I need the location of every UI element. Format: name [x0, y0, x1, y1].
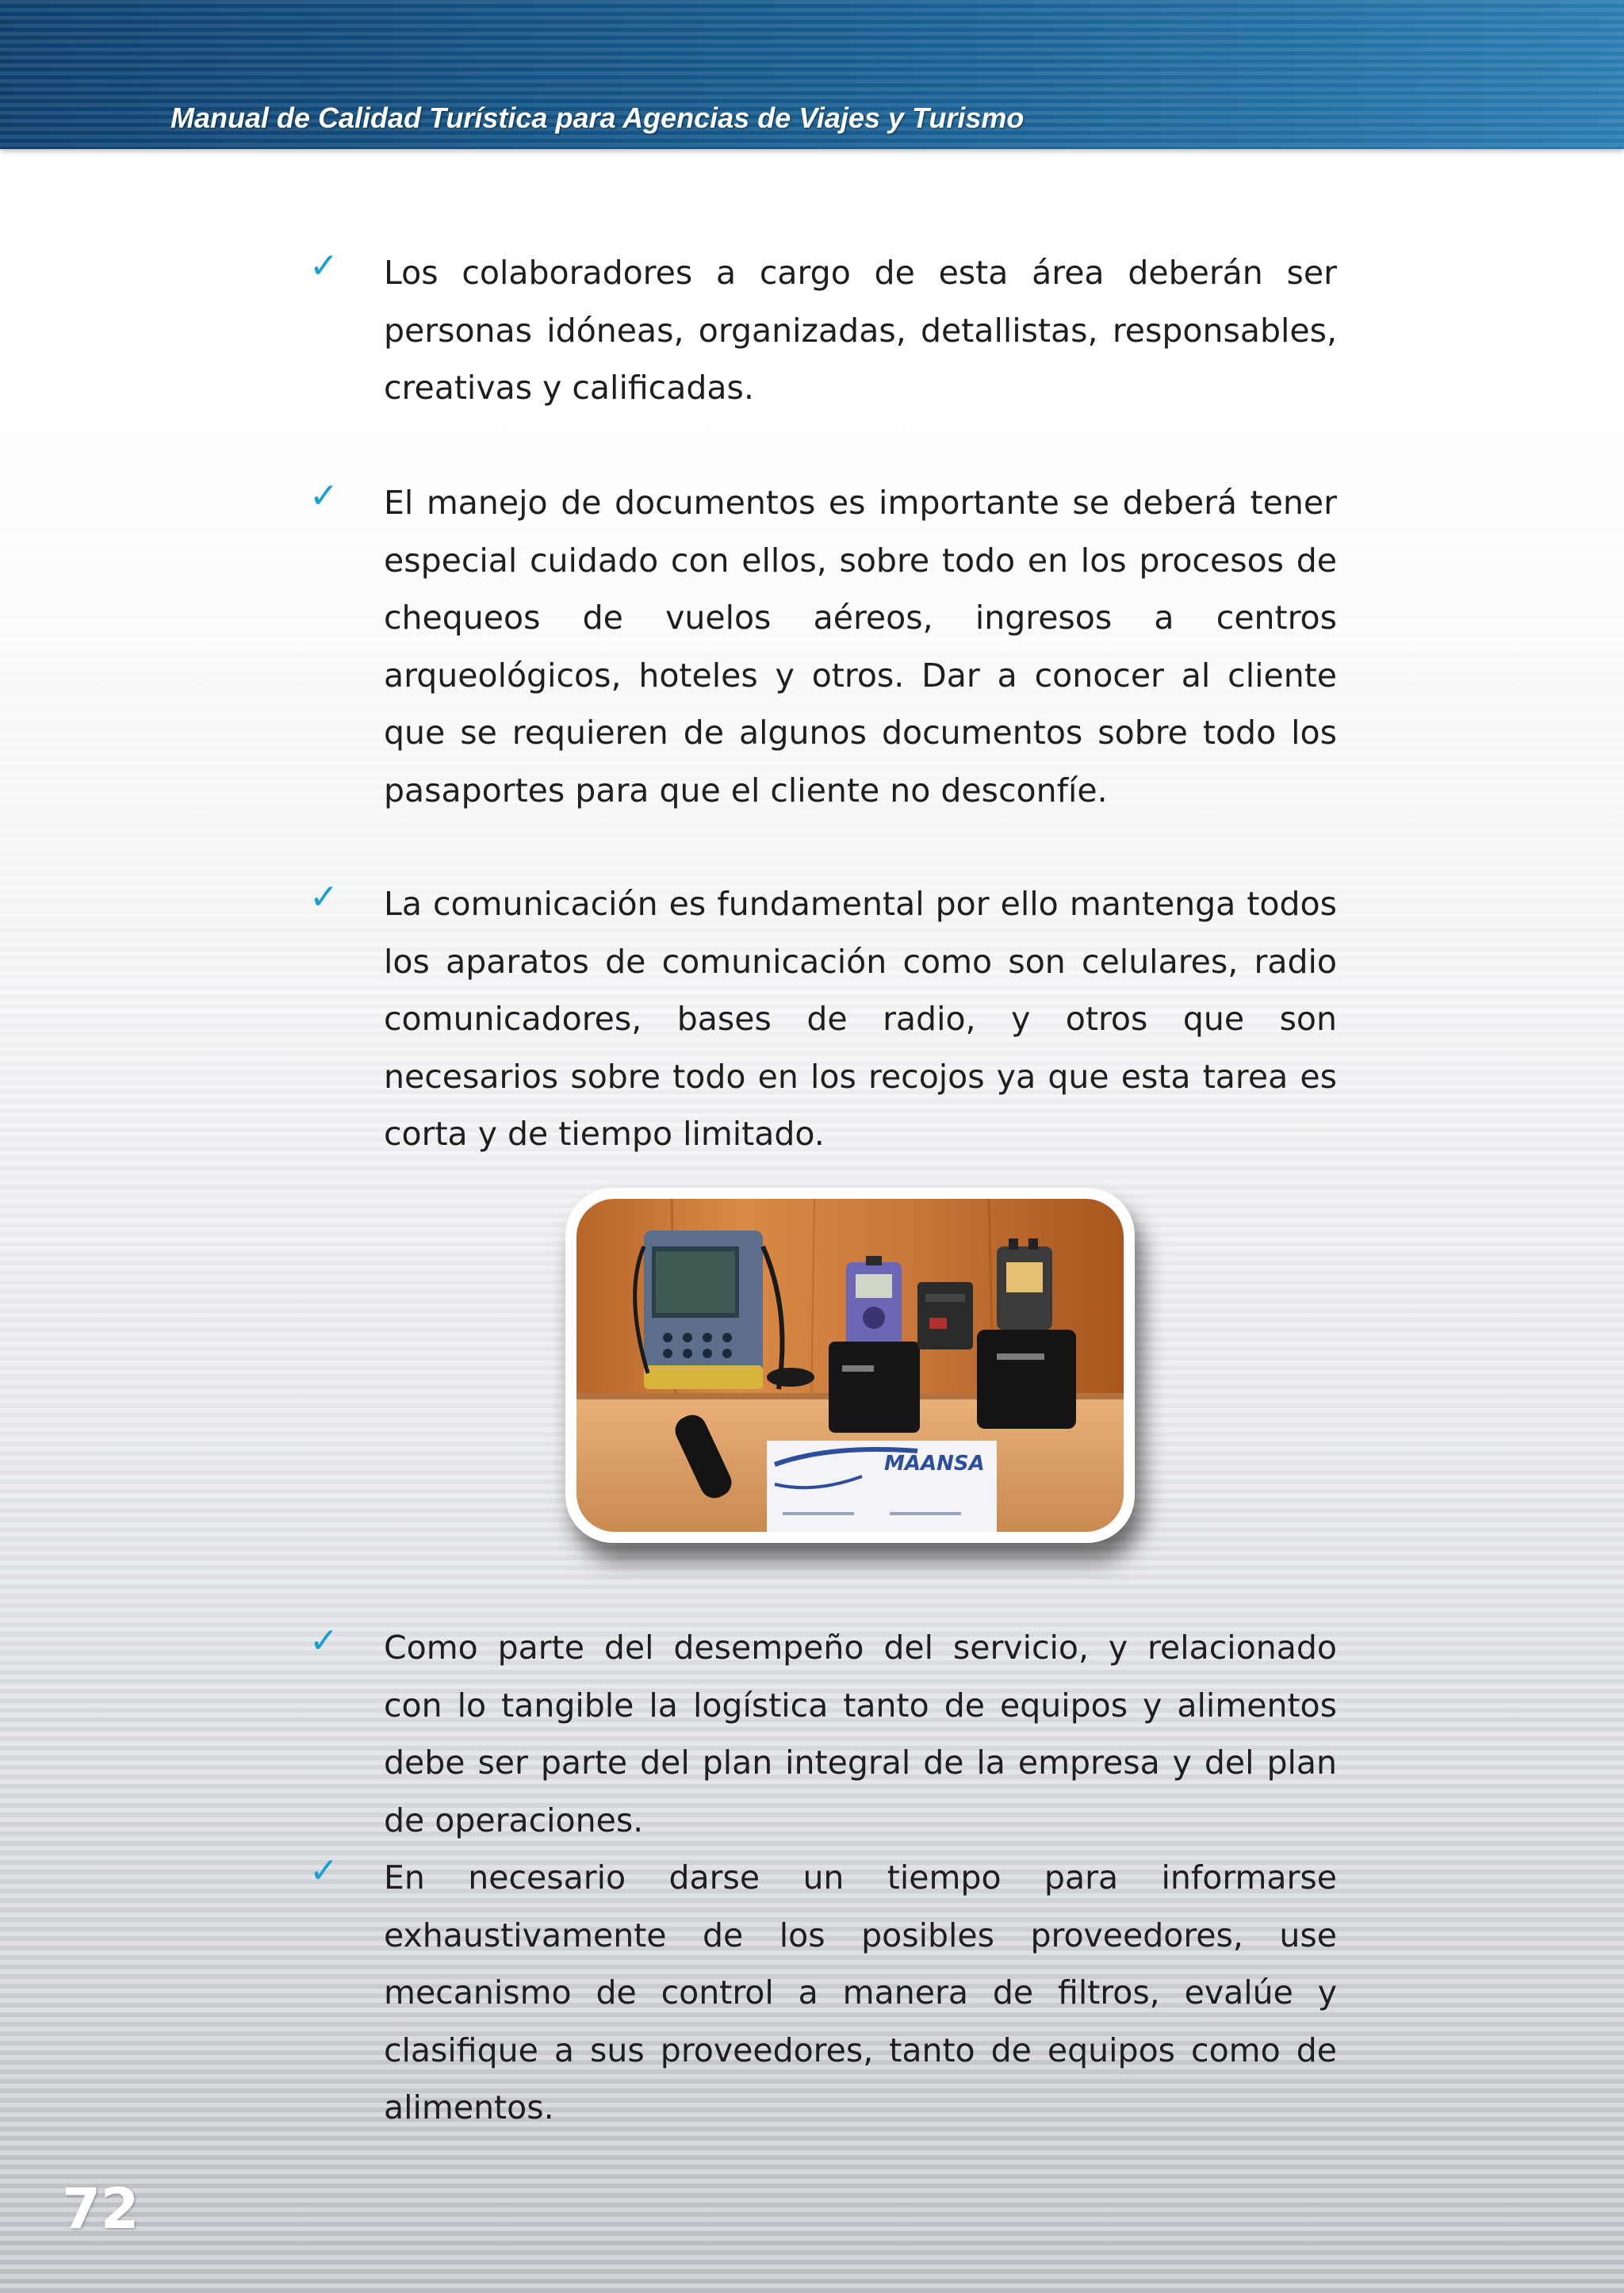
bullet-text: El manejo de documentos es importante se deberá tener especial cuidado con ellos, sobre todo en los procesos de chequeos de vuelos aéreos, ingresos a centros arqueológicos, hoteles y otros. Dar a conocer al cliente que se requieren de algunos documentos sobre todo los pasaportes para que el cliente no desconfíe.	[384, 484, 1337, 810]
checkmark-icon: ✓	[309, 476, 339, 516]
bullet-text: Los colaboradores a cargo de esta área deberán ser personas idóneas, organizadas, detallistas, responsables, creativas y calificadas.	[384, 254, 1337, 407]
bullet-text: Como parte del desempeño del servicio, y relacionado con lo tangible la logística tanto de equipos y alimentos debe ser parte del plan integral de la empresa y del plan de operaciones.	[384, 1629, 1337, 1839]
page-number: 72	[62, 2176, 140, 2241]
page-header	[0, 0, 1624, 149]
equipment-photo	[565, 1188, 1135, 1543]
bullet-text: La comunicación es fundamental por ello mantenga todos los aparatos de comunicación como son celulares, radio comunicadores, bases de radio, y otros que son necesarios sobre todo en los recojos ya que esta tarea es corta y de tiempo limitado.	[384, 885, 1337, 1153]
bullet-text: En necesario darse un tiempo para informarse exhaustivamente de los posibles proveedores, use mecanismo de control a manera de filtros, evalúe y clasifique a sus proveedores, tanto de equipos como de alimentos.	[384, 1859, 1337, 2126]
checkmark-icon: ✓	[309, 246, 339, 286]
checkmark-icon: ✓	[309, 877, 339, 917]
radio-equipment-illustration	[576, 1199, 1124, 1532]
photo-image	[576, 1199, 1124, 1532]
brand-text: MAANSA	[884, 1452, 985, 1476]
running-title: Manual de Calidad Turística para Agencias de Viajes y Turismo	[170, 101, 1025, 134]
checkmark-icon: ✓	[309, 1621, 339, 1661]
checkmark-icon: ✓	[309, 1851, 339, 1891]
